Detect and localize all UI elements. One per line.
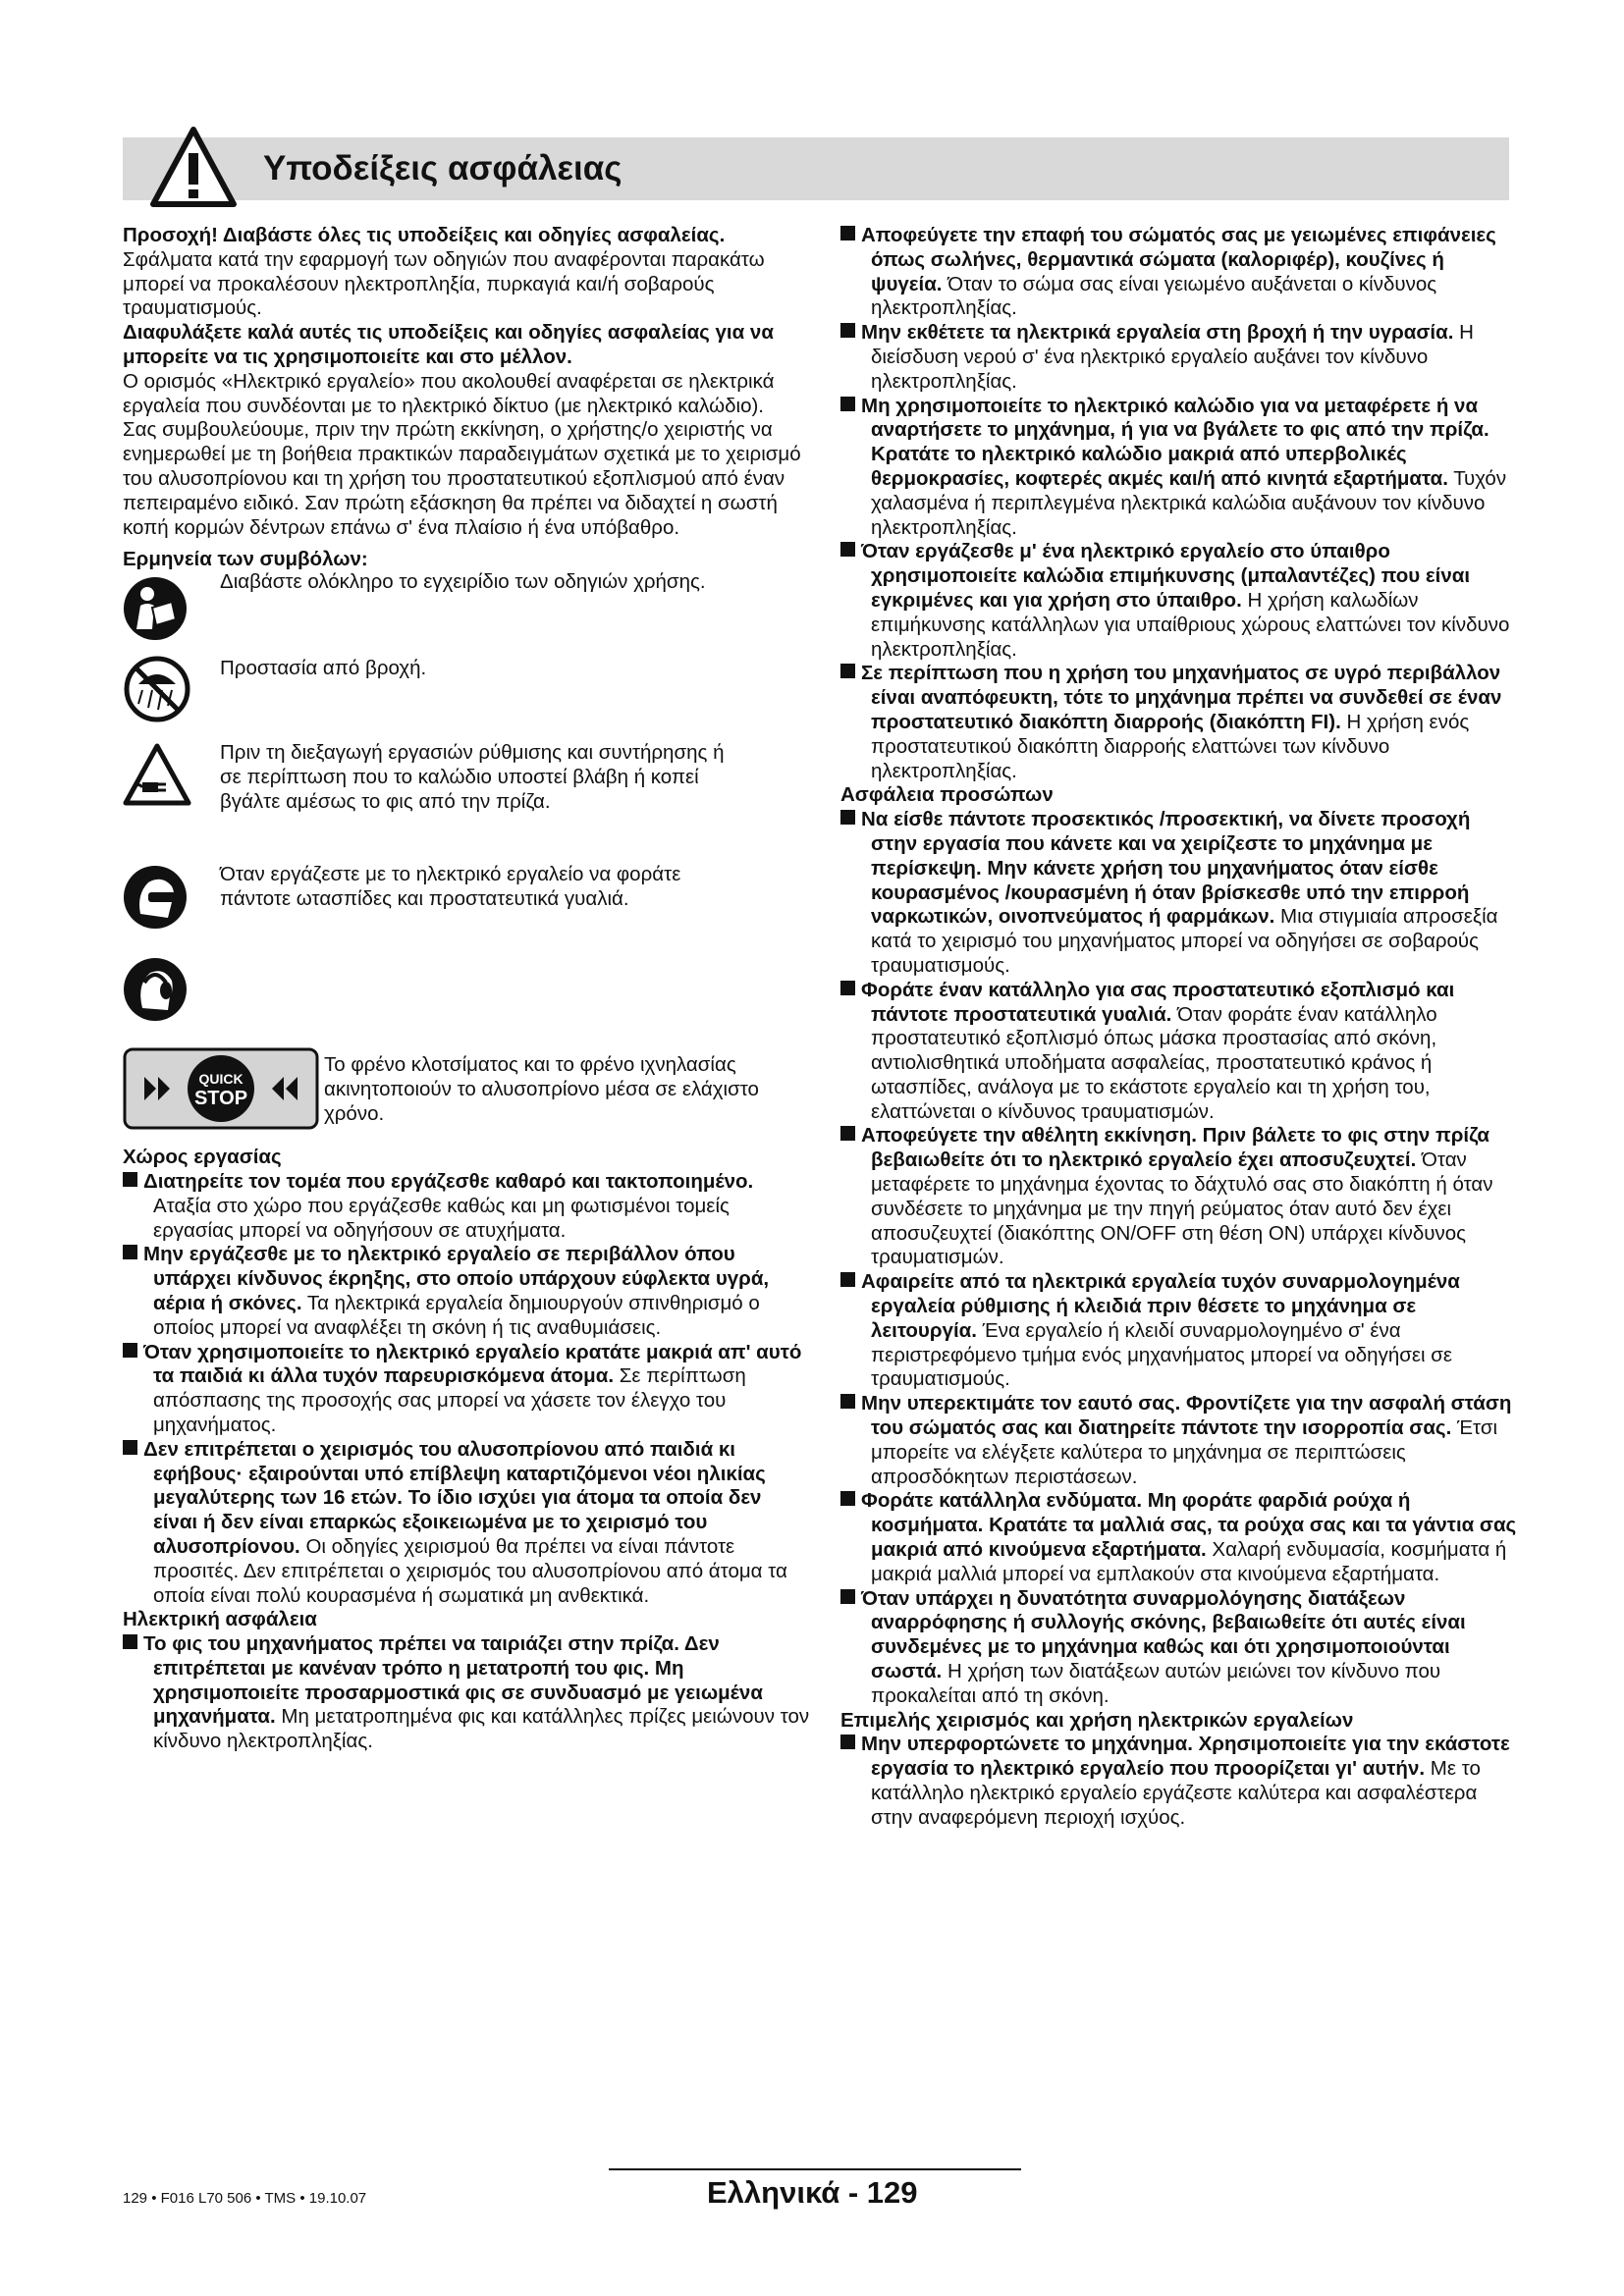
- intro-keep-instructions: Διαφυλάξετε καλά αυτές τις υποδείξεις και οδηγίες ασφαλείας για να μπορείτε να τις χρησιμοποιείτε και στο μέλλον.: [123, 321, 774, 368]
- no-rain-icon: [123, 655, 191, 723]
- quick-stop-top-text: QUICK: [198, 1071, 244, 1088]
- workarea-heading: Χώρος εργασίας: [123, 1146, 282, 1169]
- list-item: Μην υπερεκτιμάτε τον εαυτό σας. Φροντίζετε για την ασφαλή στάση του σώματός σας και διατηρείτε πάντοτε την ισορροπία σας. Έτσι μπορείτε να ελέγξετε καλύτερα το μηχάνημα σε περιπτώσεις απροσδόκητων περιστάσεων.: [840, 1392, 1518, 1489]
- symbol-unplug-warning: Πριν τη διεξαγωγή εργασιών ρύθμισης και συντήρησης ή σε περίπτωση που το καλώδιο υποστεί βλάβη ή κοπεί βγάλτε αμέσως το φις από την πρίζα.: [123, 733, 810, 855]
- list-item: Να είσθε πάντοτε προσεκτικός /προσεκτική, να δίνετε προσοχή στην εργασία που κάνετε και να χειρίζεστε το μηχάνημα με περίσκεψη. Μην κάνετε χρήση του μηχανήματος όταν είσθε κουρασμένος /κουρασμένη ή όταν βρίσκεσθε υπό την επιρροή ναρκωτικών, οινοπνεύματος ή φαρμάκων. Μια στιγμιαία απροσεξία κατά το χειρισμό του μηχανήματος μπορεί να οδηγήσει σε σοβαρούς τραυματισμούς.: [840, 808, 1518, 979]
- symbol-quick-stop: QUICK STOP Το φρένο κλοτσίματος και το φρένο ιχνηλασίας ακινητοποιούν το αλυσοπρίονο μέσα σε ελάχιστο χρόνο.: [123, 1045, 810, 1146]
- symbol-rain-protection: Προστασία από βροχή.: [123, 649, 810, 733]
- warning-icon: [149, 126, 238, 208]
- symbol-ear-eye-protection: Όταν εργάζεστε με το ηλεκτρικό εργαλείο να φοράτε πάντοτε ωτασπίδες και προστατευτικά γυαλιά.: [123, 855, 810, 957]
- eye-protection-icon: [123, 865, 188, 930]
- right-column: [840, 224, 1518, 1831]
- list-item: Όταν χρησιμοποιείτε το ηλεκτρικό εργαλείο κρατάτε μακριά απ' αυτό τα παιδιά κι άλλα τυχόν παρευρισκόμενα άτομα. Σε περίπτωση απόσπασης της προσοχής σας μπορεί να χάσετε τον έλεγχο του μηχανήματος.: [123, 1341, 810, 1438]
- tools-handling-heading: Επιμελής χειρισμός και χρήση ηλεκτρικών εργαλείων: [840, 1708, 1354, 1732]
- list-item: Μη χρησιμοποιείτε το ηλεκτρικό καλώδιο για να μεταφέρετε ή να αναρτήσετε το μηχάνημα, ή για να βγάλετε το φις από την πρίζα. Κρατάτε το ηλεκτρικό καλώδιο μακριά από υπερβολικές θερμοκρασίες, κοφτερές ακμές και/ή από κινητά εξαρτήματα. Τυχόν χαλασμένα ή περιπλεγμένα ηλεκτρικά καλώδια αυξάνουν τον κίνδυνο ηλεκτροπληξίας.: [840, 395, 1518, 541]
- list-item: Μην εκθέτετε τα ηλεκτρικά εργαλεία στη βροχή ή την υγρασία. Η διείσδυση νερού σ' ένα ηλεκτρικό εργαλείο αυξάνει τον κίνδυνο ηλεκτροπληξίας.: [840, 321, 1518, 394]
- list-item: Όταν εργάζεσθε μ' ένα ηλεκτρικό εργαλείο στο ύπαιθρο χρησιμοποιείτε καλώδια επιμήκυνσης (μπαλαντέζες) που είναι εγκριμένες και για χρήση στο ύπαιθρο. Η χρήση καλωδίων επιμήκυνσης κατάλληλων για υπαίθριους χώρους ελαττώνει τον κίνδυνο ηλεκτροπληξίας.: [840, 540, 1518, 662]
- list-item: Αποφεύγετε την αθέλητη εκκίνηση. Πριν βάλετε το φις στην πρίζα βεβαιωθείτε ότι το ηλεκτρικό εργαλείο έχει αποσυζευχτεί. Όταν μεταφέρετε το μηχάνημα έχοντας το δάχτυλό σας στο διακόπτη ή όταν συνδέσετε το μηχάνημα με την πηγή ρεύματος όταν αυτό δεν έχει αποσυζευχτεί (διακόπτης ON/OFF στη θέση ON) υπάρχει κίνδυνος τραυματισμών.: [840, 1124, 1518, 1270]
- intro-paragraph-1: Προσοχή! Διαβάστε όλες τις υποδείξεις και οδηγίες ασφαλείας. Σφάλματα κατά την εφαρμογή των οδηγιών που αναφέρονται παρακάτω μπορεί να προκαλέσουν ηλεκτροπληξία, πυρκαγιά και/ή σοβαρούς τραυματισμούς.: [123, 224, 765, 320]
- list-item: Δεν επιτρέπεται ο χειρισμός του αλυσοπρίονου από παιδιά κι εφήβους· εξαιρούνται υπό επίβλεψη καταρτιζόμενοι νέοι ηλικίας μεγαλύτερης των 16 ετών. Το ίδιο ισχύει για άτομα τα οποία δεν είναι ή δεν είναι επαρκώς εξοικειωμένα με το χειρισμό του αλυσοπρίονου. Οι οδηγίες χειρισμού θα πρέπει να είναι πάντοτε προσιτές. Δεν επιτρέπεται ο χειρισμός του αλυσοπρίονου από άτομα τα οποία είναι πολύ κουρασμένα ή σωματικά μη ανθεκτικά.: [123, 1438, 810, 1609]
- list-item: Φοράτε έναν κατάλληλο για σας προστατευτικό εξοπλισμό και πάντοτε προστατευτικά γυαλιά. Όταν φοράτε έναν κατάλληλο προστατευτικό εξοπλισμό όπως μάσκα προστασίας από σκόνη, αντιολισθητικά υποδήματα ασφαλείας, προστατευτικό κράνος ή ωτασπίδες, ανάλογα με το εκάστοτε εργαλείο και τη χρήση του, ελαττώνεται ο κίνδυνος τραυματισμών.: [840, 979, 1518, 1125]
- list-item: Διατηρείτε τον τομέα που εργάζεσθε καθαρό και τακτοποιημένο. Αταξία στο χώρο που εργάζεσθε καθώς και μη φωτισμένοι τομείς εργασίας μπορεί να οδηγήσουν σε ατυχήματα.: [123, 1170, 810, 1243]
- persons-safety-heading: Ασφάλεια προσώπων: [840, 783, 1054, 807]
- quick-stop-icon: [123, 1047, 319, 1130]
- quick-stop-bottom-text: STOP: [193, 1088, 248, 1110]
- page-title: Υποδείξεις ασφάλειας: [263, 149, 623, 187]
- footer-divider: [609, 2168, 1021, 2170]
- list-item: Σε περίπτωση που η χρήση του μηχανήματος σε υγρό περιβάλλον είναι αναπόφευκτη, τότε το μηχάνημα πρέπει να συνδεθεί σε έναν προστατευτικό διακόπτη διαρροής (διακόπτη FI). Η χρήση ενός προστατευτικού διακόπτη διαρροής ελαττώνει των κίνδυνο ηλεκτροπληξίας.: [840, 662, 1518, 783]
- symbols-heading: Ερμηνεία των συμβόλων:: [123, 548, 368, 571]
- list-item: Φοράτε κατάλληλα ενδύματα. Μη φοράτε φαρδιά ρούχα ή κοσμήματα. Κρατάτε τα μαλλιά σας, τα ρούχα σας και τα γάντια σας μακριά από κινούμενα εξαρτήματα. Χαλαρή ενδυμασία, κοσμήματα ή μακριά μαλλιά μπορεί να εμπλακούν στα κινούμενα εξαρτήματα.: [840, 1489, 1518, 1586]
- read-manual-icon: [123, 576, 188, 641]
- symbol-read-manual: Διαβάστε ολόκληρο το εγχειρίδιο των οδηγιών χρήσης.: [123, 572, 810, 649]
- intro-training: Σας συμβουλεύουμε, πριν την πρώτη εκκίνηση, ο χρήστης/ο χειριστής να ενημερωθεί με τη βοήθεια πρακτικών παραδειγμάτων σχετικά με το χειρισμό του αλυσοπρίονου και τη χρήση του προστατευτικού εξοπλισμού από έναν πεπειραμένο ειδικό. Σαν πρώτη εξάσκηση θα πρέπει να διδαχτεί η σωστή κοπή κορμών δέντρων επάνω σ' ένα πλαίσιο ή ένα υπόβαθρο.: [123, 418, 801, 539]
- unplug-warning-icon: [123, 743, 191, 806]
- ear-protection-icon: [123, 957, 188, 1022]
- list-item: Αποφεύγετε την επαφή του σώματός σας με γειωμένες επιφάνειες όπως σωλήνες, θερμαντικά σώματα (καλοριφέρ), κουζίνες ή ψυγεία. Όταν το σώμα σας είναι γειωμένο αυξάνεται ο κίνδυνος ηλεκτροπληξίας.: [840, 224, 1518, 321]
- footer-doc-ref: 129 • F016 L70 506 • TMS • 19.10.07: [123, 2190, 367, 2207]
- page-number: Ελληνικά - 129: [707, 2175, 918, 2210]
- list-item: Όταν υπάρχει η δυνατότητα συναρμολόγησης διατάξεων αναρρόφησης ή συλλογής σκόνης, βεβαιωθείτε ότι αυτές είναι συνδεμένες με το μηχάνημα καθώς και ότι χρησιμοποιούνται σωστά. Η χρήση των διατάξεων αυτών μειώνει τον κίνδυνο που προκαλείται από τη σκόνη.: [840, 1587, 1518, 1709]
- list-item: Αφαιρείτε από τα ηλεκτρικά εργαλεία τυχόν συναρμολογημένα εργαλεία ρύθμισης ή κλειδιά πριν θέσετε το μηχάνημα σε λειτουργία. Ένα εργαλείο ή κλειδί συναρμολογημένο σ' ένα περιστρεφόμενο τμήμα ενός μηχανήματος μπορεί να οδηγήσει σε τραυματισμούς.: [840, 1270, 1518, 1392]
- list-item: Μην υπερφορτώνετε το μηχάνημα. Χρησιμοποιείτε για την εκάστοτε εργασία το ηλεκτρικό εργαλείο που προορίζεται γι' αυτήν. Με το κατάλληλο ηλεκτρικό εργαλείο εργάζεστε καλύτερα και ασφαλέστερα στην αναφερόμενη περιοχή ισχύος.: [840, 1733, 1518, 1830]
- symbol-ear-protection: [123, 957, 810, 1045]
- list-item: Το φις του μηχανήματος πρέπει να ταιριάζει στην πρίζα. Δεν επιτρέπεται με κανέναν τρόπο η μετατροπή του φις. Μη χρησιμοποιείτε προσαρμοστικά φις σε συνδυασμό με γειωμένα μηχανήματα. Μη μετατροπημένα φις και κατάλληλες πρίζες μειώνουν τον κίνδυνο ηλεκτροπληξίας.: [123, 1632, 810, 1754]
- intro-definition: Ο ορισμός «Ηλεκτρικό εργαλείο» που ακολουθεί αναφέρεται σε ηλεκτρικά εργαλεία που συνδέονται με το ηλεκτρικό δίκτυο (με ηλεκτρικό καλώδιο).: [123, 369, 775, 417]
- list-item: Μην εργάζεσθε με το ηλεκτρικό εργαλείο σε περιβάλλον όπου υπάρχει κίνδυνος έκρηξης, στο οποίο υπάρχουν εύφλεκτα υγρά, αέρια ή σκόνες. Τα ηλεκτρικά εργαλεία δημιουργούν σπινθηρισμό ο οποίος μπορεί να αναφλέξει τη σκόνη ή τις αναθυμιάσεις.: [123, 1243, 810, 1340]
- left-column: [123, 224, 810, 1754]
- electric-safety-heading: Ηλεκτρική ασφάλεια: [123, 1608, 317, 1631]
